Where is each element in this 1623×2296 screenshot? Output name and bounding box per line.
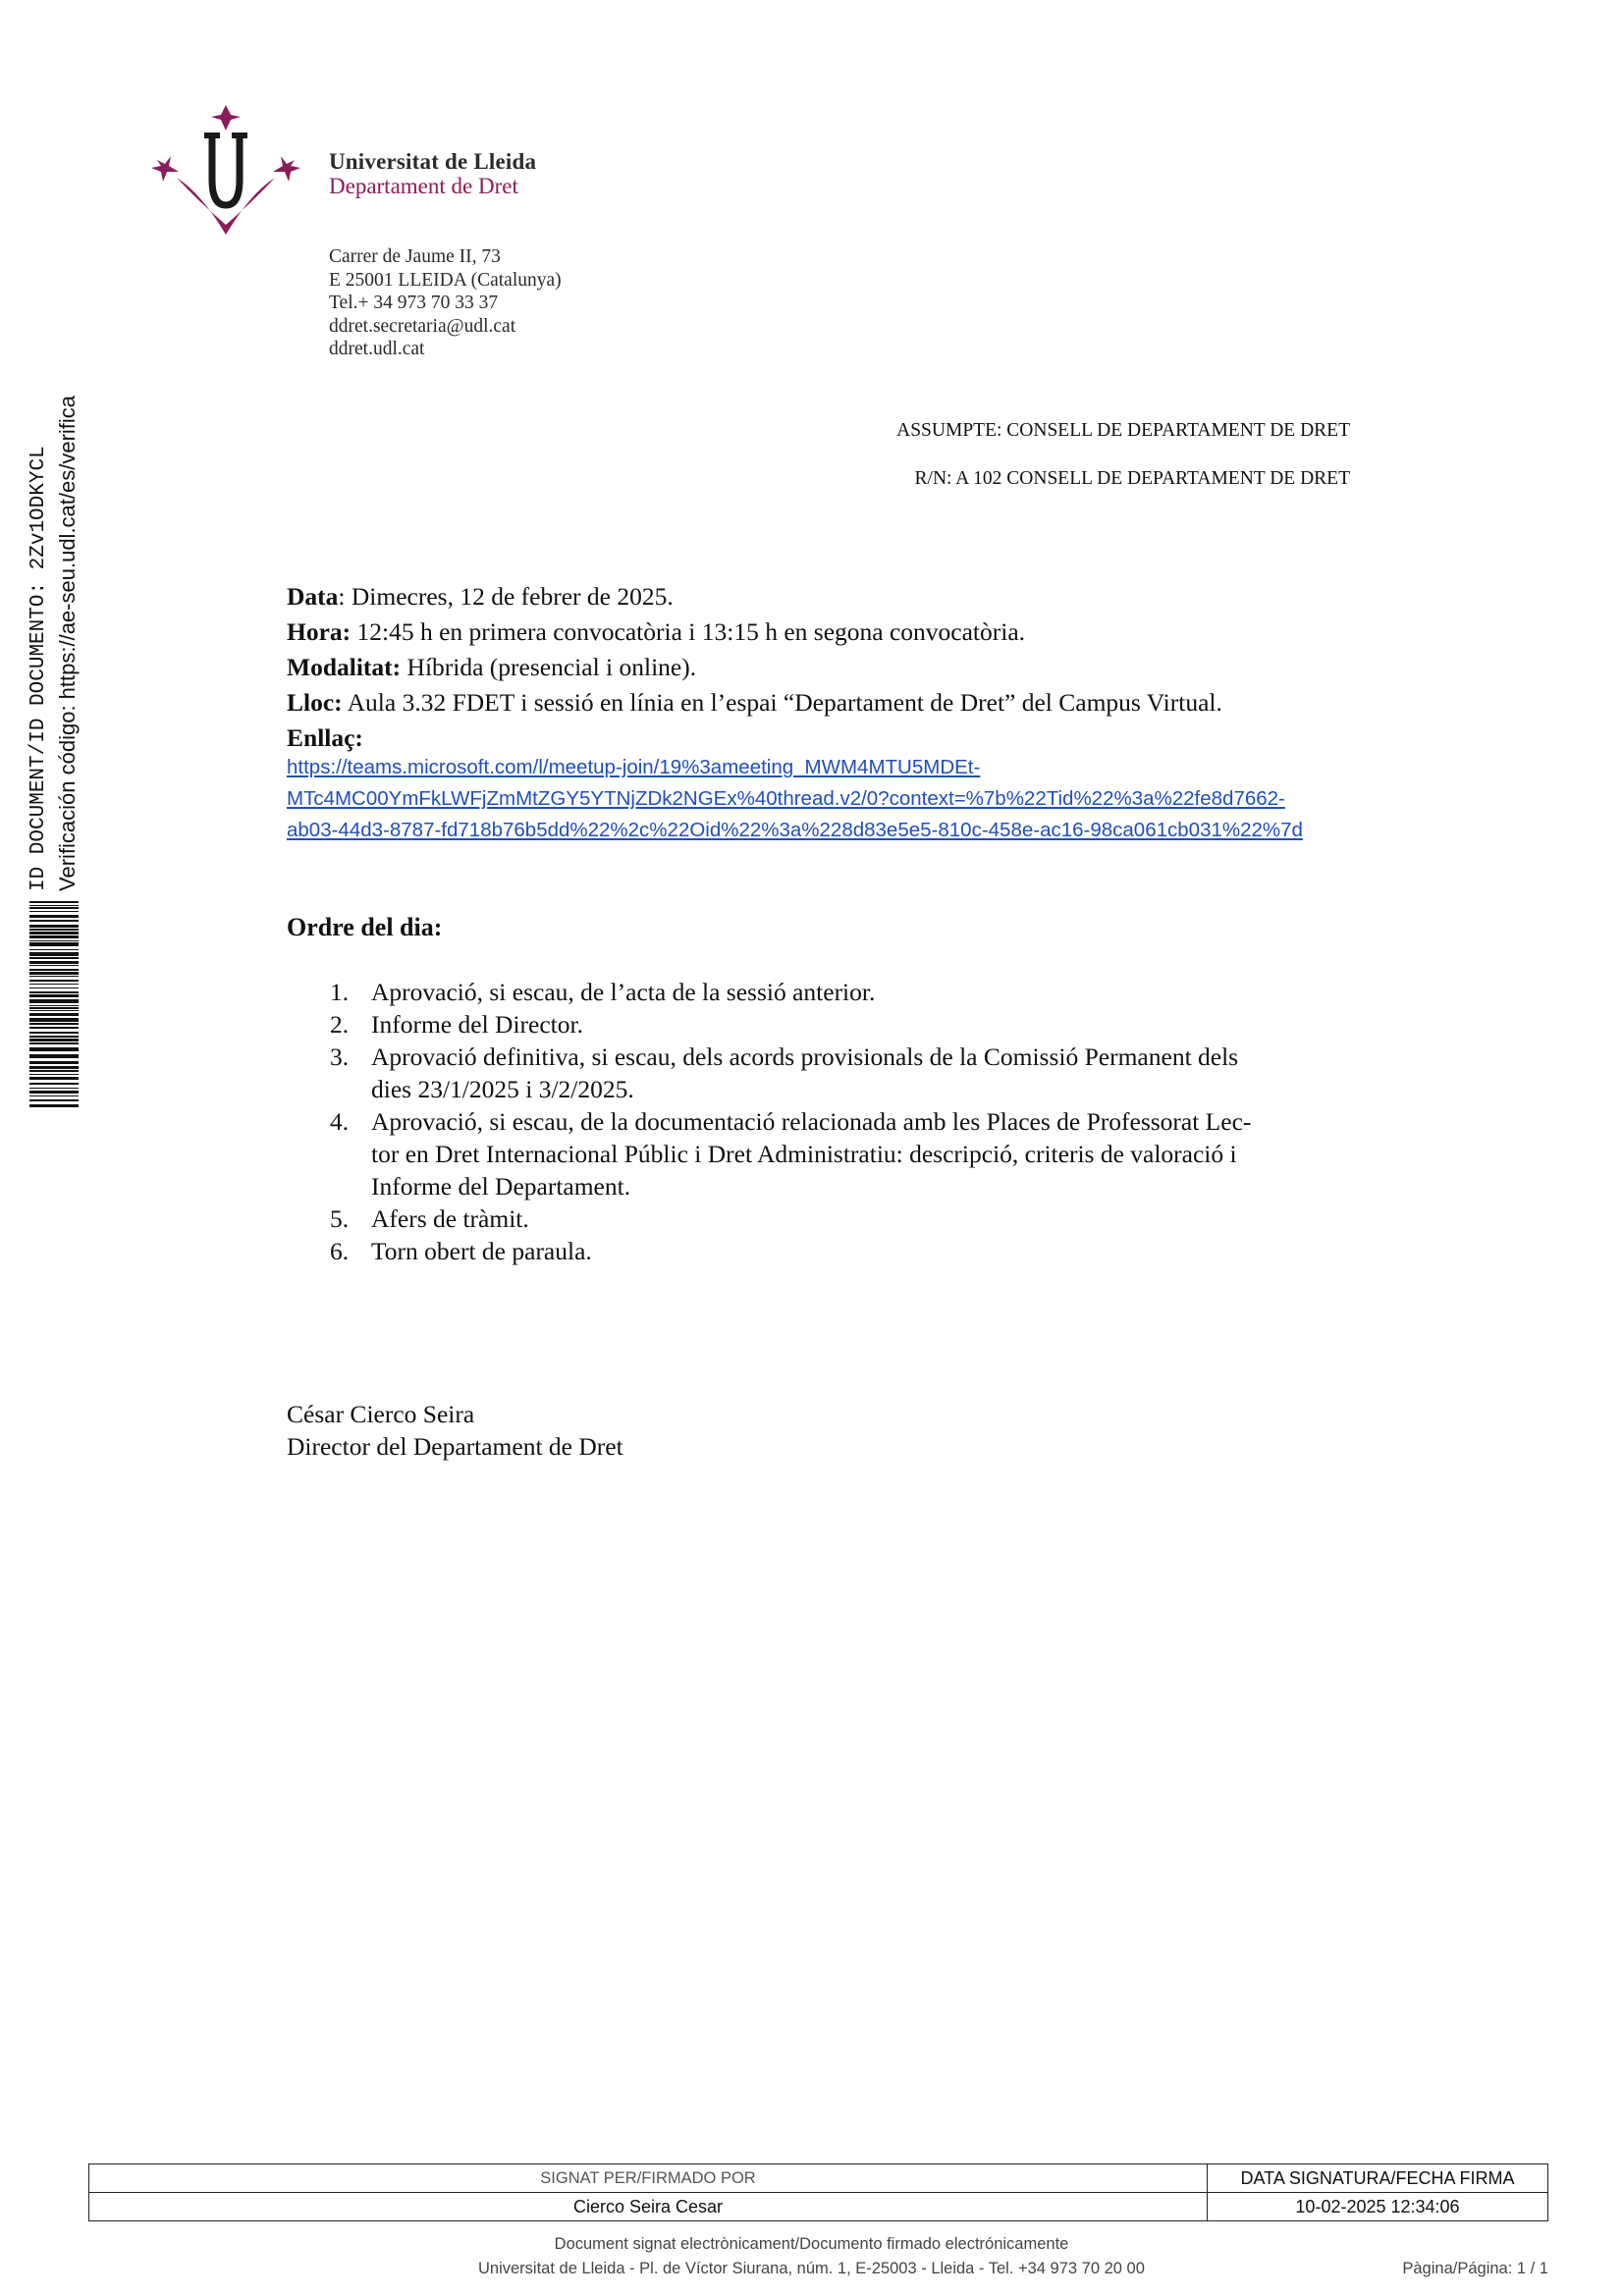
- time-value: 12:45 h en primera convocatòria i 13:15 h en segona convocatòria.: [351, 617, 1026, 646]
- document-id: ID DOCUMENT/ID DOCUMENTO: 2Zv1ODKYCL: [27, 446, 50, 891]
- link-line: https://teams.microsoft.com/l/meetup-join/19%3ameeting_MWM4MTU5MDEt-: [287, 756, 981, 778]
- agenda-item-number: 1.: [330, 978, 350, 1006]
- agenda-item: [287, 976, 1357, 1008]
- agenda-item-number: 6.: [330, 1237, 350, 1265]
- mode-label: Modalitat:: [287, 653, 402, 681]
- agenda-item: [287, 1202, 1357, 1235]
- agenda-item-number: 5.: [330, 1204, 350, 1233]
- time-label: Hora:: [287, 617, 352, 646]
- place-label: Lloc:: [287, 688, 343, 717]
- mode-value: Híbrida (presencial i online).: [401, 653, 697, 681]
- agenda-item: [287, 1105, 1357, 1202]
- agenda-item-text: Informe del Departament.: [371, 1172, 631, 1201]
- place-row: [287, 685, 1367, 721]
- date-label: Data: [287, 582, 339, 611]
- university-name: Universitat de Lleida: [329, 149, 537, 174]
- verification-code: Verificación código: https://ae-seu.udl.cat/es/verifica: [55, 395, 80, 891]
- place-value: Aula 3.32 FDET i sessió en línia en l’espai “Departament de Dret” del Campus Virtual.: [342, 688, 1222, 717]
- signed-by-header: SIGNAT PER/FIRMADO POR: [89, 2164, 1208, 2193]
- time-row: [287, 614, 1367, 650]
- signer-name: César Cierco Seira: [287, 1400, 475, 1428]
- agenda-item: [287, 1041, 1357, 1105]
- agenda-item-text: Torn obert de paraula.: [371, 1237, 592, 1265]
- link-label: Enllaç:: [287, 723, 363, 752]
- agenda-list: [287, 976, 1357, 1267]
- page-number: Pàgina/Página: 1 / 1: [1402, 2260, 1548, 2277]
- date-row: [287, 579, 1367, 614]
- address-city: E 25001 LLEIDA (Catalunya): [329, 269, 562, 291]
- udl-logo-icon: [147, 103, 304, 240]
- electronic-signature-note: Document signat electrònicament/Documento firmado electrónicamente: [554, 2235, 1069, 2253]
- agenda-title: Ordre del dia:: [287, 913, 443, 941]
- barcode-icon: [29, 901, 79, 1109]
- mode-row: [287, 650, 1367, 685]
- subject-reference: ASSUMPTE: CONSELL DE DEPARTAMENT DE DRET: [896, 420, 1350, 441]
- agenda-item: [287, 1235, 1357, 1267]
- link-line: ab03-44d3-8787-fd718b76b5dd%22%2c%22Oid%22%3a%228d83e5e5-810c-458e-ac16-98ca061cb031%22%7d: [287, 819, 1303, 841]
- link-line: MTc4MC00YmFkLWFjZmMtZGY5YTNjZDk2NGEx%40thread.v2/0?context=%7b%22Tid%22%3a%22fe8d7662-: [287, 787, 1285, 810]
- sign-date-header: DATA SIGNATURA/FECHA FIRMA: [1208, 2164, 1548, 2193]
- department-name: Departament de Dret: [329, 174, 518, 198]
- agenda-item-text: Aprovació, si escau, de la documentació relacionada amb les Places de Professorat Lec-: [371, 1107, 1252, 1136]
- address-phone: Tel.+ 34 973 70 33 37: [329, 293, 499, 313]
- meeting-info: [287, 579, 1367, 756]
- agenda-item-text: dies 23/1/2025 i 3/2/2025.: [371, 1075, 634, 1103]
- signature-table: [88, 2163, 1548, 2221]
- agenda-item-number: 2.: [330, 1010, 350, 1039]
- agenda-item-text: Afers de tràmit.: [371, 1204, 529, 1233]
- address-street: Carrer de Jaume II, 73: [329, 246, 501, 267]
- agenda-item-number: 4.: [330, 1107, 350, 1136]
- signer-role: Director del Departament de Dret: [287, 1432, 623, 1461]
- address-web: ddret.udl.cat: [329, 339, 425, 359]
- department-address: [329, 245, 562, 361]
- rn-reference: R/N: A 102 CONSELL DE DEPARTAMENT DE DRET: [914, 468, 1350, 489]
- university-address-footer: Universitat de Lleida - Pl. de Víctor Siurana, núm. 1, E-25003 - Lleida - Tel. +34 973 70 20 00: [478, 2260, 1145, 2277]
- sign-date-cell: 10-02-2025 12:34:06: [1208, 2193, 1548, 2221]
- agenda-item-text: Aprovació definitiva, si escau, dels acords provisionals de la Comissió Permanent dels: [371, 1042, 1239, 1071]
- signer-cell: Cierco Seira Cesar: [89, 2193, 1208, 2221]
- address-email: ddret.secretaria@udl.cat: [329, 315, 516, 337]
- date-value: : Dimecres, 12 de febrer de 2025.: [338, 582, 674, 611]
- agenda-item-text: tor en Dret Internacional Públic i Dret Administratiu: descripció, criteris de valoració i: [371, 1140, 1237, 1168]
- agenda-item-number: 3.: [330, 1042, 350, 1071]
- agenda-item-text: Informe del Director.: [371, 1010, 583, 1039]
- signature-block: [287, 1398, 623, 1463]
- agenda-item: [287, 1008, 1357, 1041]
- link-row: [287, 721, 1367, 756]
- agenda-item-text: Aprovació, si escau, de l’acta de la sessió anterior.: [371, 978, 876, 1006]
- teams-meeting-link[interactable]: [287, 752, 1303, 846]
